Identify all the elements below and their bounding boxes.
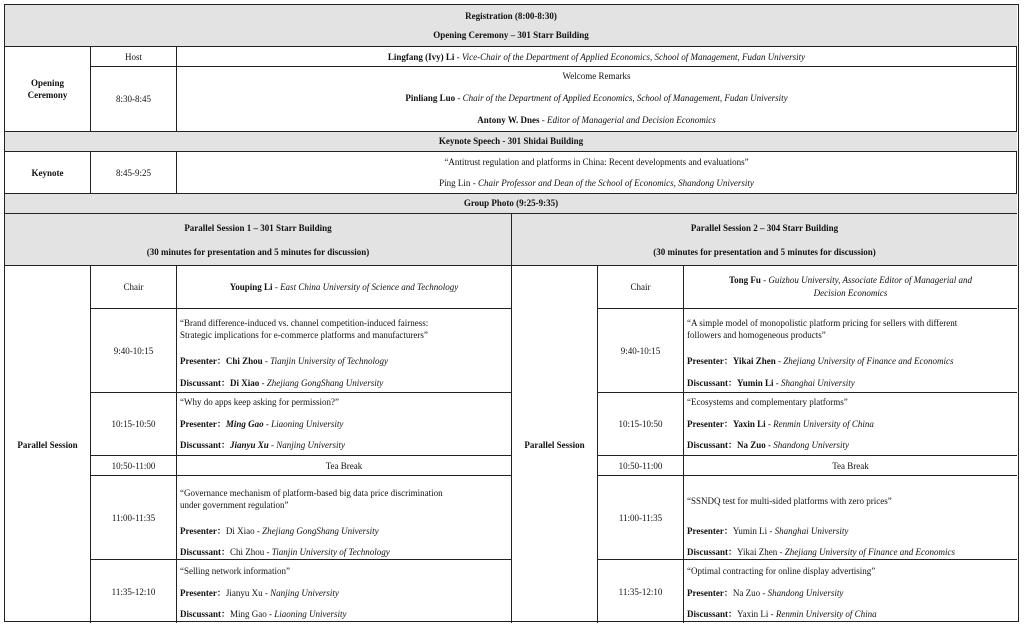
s1-talk2-discussant: Jianyu Xu — [230, 440, 269, 450]
s2-talk3-discussant-affil: Zhejiang University of Finance and Economics — [784, 547, 955, 557]
keynote-title: “Antitrust regulation and platforms in China: Recent developments and evaluations” — [444, 157, 749, 167]
session1-chair-affil: East China University of Science and Technology — [280, 282, 459, 292]
s1-talk3-time: 11:00-11:35 — [91, 476, 177, 560]
s2-talk3-time: 11:00-11:35 — [598, 476, 684, 560]
host-affil: Vice-Chair of the Department of Applied Economics, School of Management, Fudan University — [461, 51, 806, 62]
s2-talk4-discussant: Yaxin Li — [737, 609, 769, 619]
welcome-remarks: Welcome Remarks — [562, 71, 631, 81]
s1-talk2-presenter-label: Presenter： — [180, 419, 226, 429]
s1-talk1-time: 9:40-10:15 — [91, 309, 177, 393]
s1-talk2-time: 10:15-10:50 — [91, 393, 177, 456]
s2-talk3-title1: “SSNDQ test for multi-sided platforms with zero prices” — [687, 496, 892, 506]
registration-text: Registration (8:00-8:30) — [465, 11, 557, 21]
session2-chair-name: Tong Fu — [728, 275, 761, 285]
session1-header: Parallel Session 1 – 301 Starr Building — [184, 223, 332, 233]
session1-chair-cell: Youping Li - East China University of Science and Technology — [177, 266, 512, 309]
s2-talk1-discussant: Yumin Li — [737, 378, 774, 388]
s2-talk1-title1: “A simple model of monopolistic platform pricing for sellers with different — [687, 318, 958, 328]
s2-talk3-presenter-label: Presenter： — [687, 526, 733, 536]
speaker2-affil: Editor of Managerial and Decision Economics — [547, 115, 716, 125]
s1-talk3-presenter-affil: Zhejiang GongShang University — [262, 526, 379, 536]
opening-label — [5, 47, 91, 132]
s1-talk1: “Brand difference-induced vs. channel competition-induced fairness: Strategic implications for e-commerce platforms and manufacturers” Presenter：Chi Zhou - Tianjin University of Technology Discussant：Di Xiao - Zhejiang GongShang University — [177, 309, 512, 393]
session2-chair-cell: Tong Fu - Guizhou University, Associate Editor of Managerial and Decision Economics — [684, 266, 1017, 309]
s1-talk4-title1: “Selling network information” — [180, 566, 290, 576]
session1-sub: (30 minutes for presentation and 5 minutes for discussion) — [146, 247, 370, 257]
keynote-affil: Chair Professor and Dean of the School of Economics, Shandong University — [477, 178, 754, 188]
s2-talk3-presenter-affil: Shanghai University — [774, 526, 849, 536]
session2-label: Parallel Session — [512, 266, 598, 623]
s2-talk1-discussant-label: Discussant： — [687, 378, 738, 388]
s1-talk2-title1: “Why do apps keep asking for permission?” — [180, 397, 339, 407]
s1-talk4-presenter-label: Presenter： — [180, 588, 226, 598]
s1-talk4-discussant-label: Discussant： — [180, 609, 231, 619]
session2-header: Parallel Session 2 – 304 Starr Building — [690, 223, 839, 233]
s1-talk2-discussant-affil: Nanjing University — [276, 440, 346, 450]
s1-talk2-presenter-affil: Liaoning University — [271, 419, 344, 429]
s1-talk3-title1: “Governance mechanism of platform-based big data price discrimination — [180, 488, 443, 498]
s2-talk4-time: 11:35-12:10 — [598, 560, 684, 623]
speaker2-name: Antony W. Dnes — [477, 115, 540, 125]
s2-talk4: “Optimal contracting for online display advertising” Presenter：Na Zuo - Shandong University Discussant：Yaxin Li - Renmin University of China — [684, 560, 1017, 623]
program-table — [4, 4, 1019, 622]
session2-chair-label: Chair — [598, 266, 684, 309]
s2-talk2: “Ecosystems and complementary platforms” Presenter：Yaxin Li - Renmin University of China Discussant：Na Zuo - Shandong University — [684, 393, 1017, 456]
s2-talk2-time: 10:15-10:50 — [598, 393, 684, 456]
s2-talk4-presenter-affil: Shandong University — [767, 588, 844, 598]
s2-talk2-discussant-affil: Shandong University — [773, 440, 850, 450]
opening-label-text: Opening Ceremony — [27, 78, 68, 100]
s2-talk2-discussant-label: Discussant： — [687, 440, 738, 450]
s2-talk1-presenter: Yikai Zhen — [732, 356, 776, 366]
s1-talk4: “Selling network information” Presenter：Jianyu Xu - Nanjing University Discussant：Ming Gao - Liaoning University — [177, 560, 512, 623]
keynote-details: “Antitrust regulation and platforms in China: Recent developments and evaluations” Ping Lin - Chair Professor and Dean of the School of Economics, Shandong University — [177, 152, 1017, 194]
host-name: Lingfang (Ivy) Li — [387, 51, 455, 62]
keynote-speaker: Ping Lin — [439, 178, 471, 188]
s2-talk1-title2: followers and homogeneous products” — [687, 330, 826, 340]
s2-talk3: “SSNDQ test for multi-sided platforms with zero prices” Presenter：Yumin Li - Shanghai University Discussant：Yikai Zhen - Zhejiang University of Finance and Economics — [684, 476, 1017, 560]
s1-talk1-discussant-affil: Zhejiang GongShang University — [266, 378, 384, 388]
s1-talk1-presenter-label: Presenter： — [180, 356, 226, 366]
opening-header: Opening Ceremony – 301 Starr Building — [433, 30, 589, 40]
s1-talk3: “Governance mechanism of platform-based big data price discrimination under government regulation” Presenter：Di Xiao - Zhejiang GongShang University Discussant：Chi Zhou - Tianjin University of Technology — [177, 476, 512, 560]
keynote-header: Keynote Speech - 301 Shidai Building — [438, 136, 584, 146]
s1-talk2-discussant-label: Discussant： — [180, 440, 231, 450]
s2-talk1-time: 9:40-10:15 — [598, 309, 684, 393]
s1-talk3-presenter-label: Presenter： — [180, 526, 226, 536]
s1-talk1-presenter-affil: Tianjin University of Technology — [270, 356, 389, 366]
opening-details: Welcome Remarks Pinliang Luo - Chair of the Department of Applied Economics, School of Management, Fudan University Antony W. Dnes - Editor of Managerial and Decision Economics — [177, 67, 1017, 132]
s1-talk4-presenter: Jianyu Xu — [225, 588, 263, 598]
s2-talk4-presenter: Na Zuo — [732, 588, 761, 598]
s1-talk1-presenter: Chi Zhou — [225, 356, 263, 366]
host-cell: Lingfang (Ivy) Li - Vice-Chair of the Department of Applied Economics, School of Management, Fudan University — [177, 47, 1017, 67]
keynote-label: Keynote — [5, 152, 91, 194]
s1-talk3-discussant-affil: Tianjin University of Technology — [271, 547, 390, 557]
s2-talk4-presenter-label: Presenter： — [687, 588, 733, 598]
opening-time: 8:30-8:45 — [91, 67, 177, 132]
s2-talk3-discussant: Yikai Zhen — [737, 547, 778, 557]
session2-chair-affil2: Decision Economics — [813, 288, 888, 298]
session1-chair-name: Youping Li — [229, 282, 273, 292]
s2-talk1: “A simple model of monopolistic platform pricing for sellers with different followers and homogeneous products” Presenter：Yikai Zhen - Zhejiang University of Finance and Economics Discussant：Yumin Li - Shanghai University — [684, 309, 1017, 393]
session2-chair-affil1: Guizhou University, Associate Editor of Managerial and — [768, 275, 972, 285]
speaker1-name: Pinliang Luo — [405, 93, 456, 103]
speaker1-affil: Chair of the Department of Applied Economics, School of Management, Fudan University — [462, 93, 788, 103]
s1-talk2: “Why do apps keep asking for permission?” Presenter：Ming Gao - Liaoning University Discussant：Jianyu Xu - Nanjing University — [177, 393, 512, 456]
s1-talk3-presenter: Di Xiao — [225, 526, 255, 536]
s2-talk3-presenter: Yumin Li — [732, 526, 768, 536]
s2-talk2-presenter-label: Presenter： — [687, 419, 733, 429]
s1-talk4-time: 11:35-12:10 — [91, 560, 177, 623]
s1-talk3-discussant: Chi Zhou — [230, 547, 265, 557]
s1-talk4-presenter-affil: Nanjing University — [270, 588, 339, 598]
registration-band — [5, 5, 1017, 47]
group-photo-band — [5, 194, 1017, 214]
s1-talk3-title2: under government regulation” — [180, 500, 289, 510]
s1-talk2-presenter: Ming Gao — [225, 419, 264, 429]
s2-talk1-presenter-affil: Zhejiang University of Finance and Economics — [783, 356, 954, 366]
s2-talk1-presenter-label: Presenter： — [687, 356, 733, 366]
s2-talk3-discussant-label: Discussant： — [687, 547, 738, 557]
session2-sub: (30 minutes for presentation and 5 minutes for discussion) — [653, 247, 876, 257]
s2-talk4-discussant-label: Discussant： — [687, 609, 738, 619]
session2-header-cell — [512, 214, 1017, 266]
keynote-time: 8:45-9:25 — [91, 152, 177, 194]
s2-talk1-discussant-affil: Shanghai University — [780, 378, 855, 388]
s2-talk4-title1: “Optimal contracting for online display advertising” — [687, 566, 876, 576]
s2-break-time: 10:50-11:00 — [598, 456, 684, 476]
s1-talk1-discussant-label: Discussant： — [180, 378, 231, 388]
s1-talk1-discussant: Di Xiao — [230, 378, 260, 388]
s1-talk4-discussant: Ming Gao — [230, 609, 267, 619]
s2-talk2-presenter-affil: Renmin University of China — [773, 419, 874, 429]
s1-talk3-discussant-label: Discussant： — [180, 547, 231, 557]
s2-talk2-presenter: Yaxin Li — [732, 419, 766, 429]
keynote-band — [5, 132, 1017, 152]
s2-break-label: Tea Break — [684, 456, 1017, 476]
session1-header-cell — [5, 214, 512, 266]
s1-break-label: Tea Break — [177, 456, 512, 476]
group-photo: Group Photo (9:25-9:35) — [463, 198, 559, 208]
s2-talk2-title1: “Ecosystems and complementary platforms” — [687, 397, 848, 407]
s2-talk2-discussant: Na Zuo — [737, 440, 766, 450]
session1-chair-label: Chair — [91, 266, 177, 309]
s1-talk1-title1: “Brand difference-induced vs. channel competition-induced fairness: — [180, 318, 429, 328]
s1-break-time: 10:50-11:00 — [91, 456, 177, 476]
session1-label: Parallel Session — [5, 266, 91, 623]
s1-talk4-discussant-affil: Liaoning University — [274, 609, 347, 619]
s1-talk1-title2: Strategic implications for e-commerce platforms and manufacturers” — [180, 330, 428, 340]
s2-talk4-discussant-affil: Renmin University of China — [775, 609, 877, 619]
host-label: Host — [91, 47, 177, 67]
